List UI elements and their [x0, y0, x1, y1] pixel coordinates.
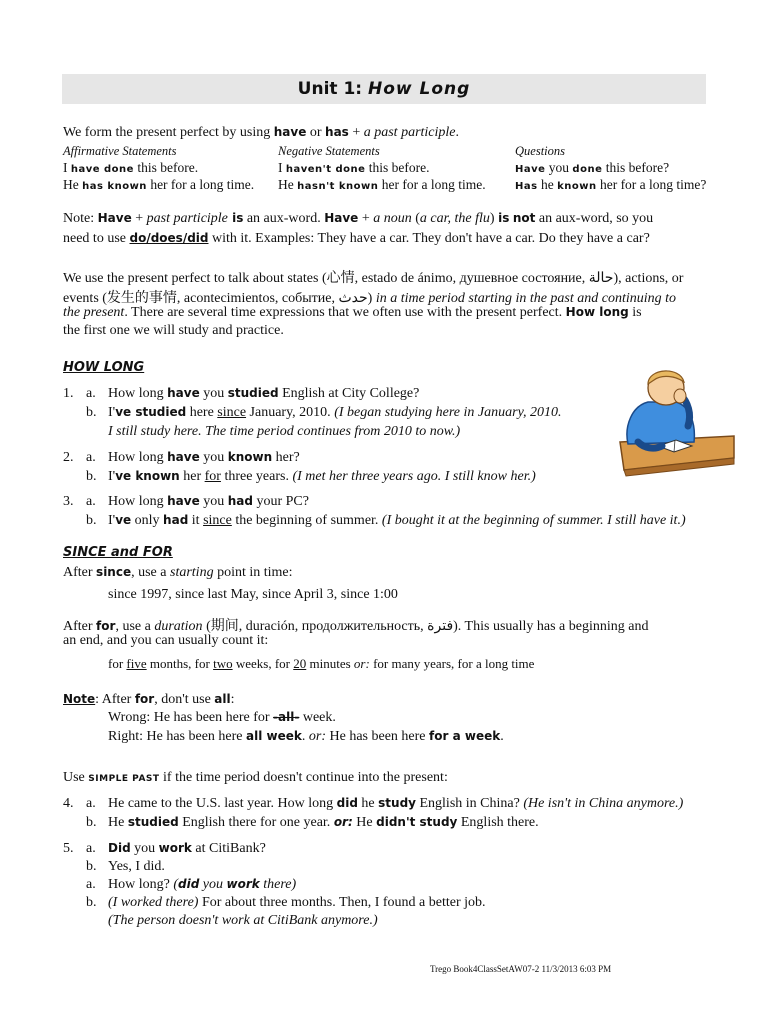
questions-header: [515, 144, 565, 159]
states-line3b: . There are several time expressions that we often use with the present perfect.: [124, 305, 566, 320]
intro-has: has: [325, 125, 349, 139]
q2-b-ve: ve known: [115, 469, 180, 483]
q5-number: 5.: [63, 841, 74, 856]
q5-d: [108, 895, 486, 911]
for-rule-duration: duration: [154, 619, 203, 634]
q2-a-letter: a.: [86, 450, 96, 465]
q5-a-work: work: [158, 841, 192, 855]
wrong-example: [108, 710, 336, 726]
simple-past-rule: [63, 770, 448, 786]
q4-a-i: (He isn't in China anymore.): [523, 796, 684, 811]
aff-r1-a: I: [63, 160, 71, 175]
hand-on-cheek: [674, 389, 686, 403]
note-all-3: :: [230, 692, 235, 707]
note-line2b: with it. Examples: They have a car. They don't have a car. Do they have a car?: [208, 231, 650, 246]
questions-row-2: [515, 177, 706, 193]
note-have2: Have: [324, 211, 359, 225]
q3-a-have: have: [167, 494, 200, 508]
note-label: Note:: [63, 211, 98, 226]
q-r2-d: her for a long time?: [596, 177, 707, 192]
q3-b-had: had: [163, 513, 189, 527]
for-ex-5: for many years, for a long time: [369, 656, 535, 671]
q4-b-or: or:: [333, 815, 353, 829]
q3-a1: How long: [108, 494, 168, 509]
q3-b: [108, 513, 686, 529]
q1-b-continued: [108, 424, 460, 440]
use-1: Use: [63, 770, 89, 785]
q1-a: [108, 386, 419, 402]
questions-row-1: [515, 160, 669, 176]
right-3: He has been here: [326, 729, 430, 744]
affirmative-header: [63, 144, 177, 159]
q2-a: [108, 450, 300, 466]
q2-a-have: have: [167, 450, 200, 464]
q3-b1: I': [108, 513, 116, 528]
q2-b-for: for: [204, 469, 221, 484]
q-r2-b: he: [537, 177, 558, 192]
neg-r1-c: this before.: [365, 160, 430, 175]
q-r1-b: you: [545, 160, 573, 175]
q3-b4: the beginning of summer.: [231, 513, 382, 528]
q2-b3: three years.: [220, 469, 293, 484]
wrong-all: -all-: [273, 710, 300, 724]
q1-a-letter: a.: [86, 386, 96, 401]
q5-c: [108, 877, 296, 893]
states-howlong: How long: [565, 305, 629, 319]
student-studying-illustration: [618, 366, 736, 482]
q1-a2: you: [199, 386, 228, 401]
for-examples: [108, 656, 534, 672]
for-rule-line-1: [63, 615, 648, 635]
for-rule-2: , use a: [115, 619, 155, 634]
note-close: ): [489, 211, 499, 226]
note-pp: past participle: [146, 211, 228, 226]
note-noun: a noun: [373, 211, 412, 226]
q5-d1: For about three months. Then, I found a better job.: [198, 895, 486, 910]
affirmative-header-text: Affirmative Statements: [63, 144, 177, 158]
q5-c-you: you: [199, 877, 227, 892]
neg-r2-c: her for a long time.: [378, 177, 486, 192]
wrong-1: Wrong: He has been here for: [108, 710, 274, 725]
note-line-2: [63, 231, 650, 247]
for-ex-2: months, for: [146, 656, 214, 671]
affirmative-row-2: [63, 177, 254, 193]
states-line-4: the first one we will study and practice.: [63, 323, 284, 338]
negative-row-1: [278, 160, 430, 176]
for-ex-or: or:: [353, 656, 370, 671]
negative-header-text: Negative Statements: [278, 144, 380, 158]
q5-a2: at CitiBank?: [191, 841, 266, 856]
note-is2: is: [498, 211, 510, 225]
note-dodoes: do/does/did: [129, 231, 209, 245]
note-all-all: all: [214, 692, 231, 706]
q3-a-had: had: [227, 494, 253, 508]
q2-b1: I': [108, 469, 116, 484]
note-plus2: +: [358, 211, 374, 226]
affirmative-row-1: [63, 160, 198, 176]
for-rule-3: (期间, duración, продолжительность, فترة). This usually has a beginning and: [202, 619, 649, 634]
note-all-line: [63, 692, 235, 708]
q4-a3: English in China?: [415, 796, 524, 811]
since-rule-3: point in time:: [213, 565, 293, 580]
title-topic: How Long: [368, 79, 471, 99]
q2-number: 2.: [63, 450, 74, 465]
simple-past: SIMPLE PAST: [88, 774, 160, 784]
note-not: not: [512, 211, 536, 225]
note-all-2: , don't use: [154, 692, 215, 707]
q3-b-letter: b.: [86, 513, 97, 528]
q3-b3: it: [188, 513, 204, 528]
q1-b: [108, 405, 562, 421]
q5-c-work: work: [226, 877, 260, 891]
note-examples: a car, the flu: [419, 211, 490, 226]
wrong-2: week.: [299, 710, 336, 725]
intro-text: We form the present perfect by using: [63, 125, 274, 140]
q5-c-did: did: [178, 877, 200, 891]
states-line-1: We use the present perfect to talk about states (心情, estado de ánimo, душевное состояние, حالة), actions, or: [63, 271, 684, 286]
q5-d-i2: (The person doesn't work at CitiBank anymore.): [108, 913, 378, 928]
q1-b-ve: ve studied: [115, 405, 187, 419]
neg-r2-b: hasn't known: [297, 181, 379, 192]
q4-b1: He: [108, 815, 128, 830]
q3-b-since: since: [203, 513, 232, 528]
note-line-1: [63, 211, 653, 227]
right-4: .: [500, 729, 504, 744]
note-plus1: +: [131, 211, 147, 226]
right-allweek: all week: [246, 729, 302, 743]
q2-a3: her?: [272, 450, 300, 465]
note-all-for: for: [134, 692, 155, 706]
states-line-3: [63, 305, 642, 321]
q5-c-open: (: [173, 877, 178, 892]
q3-b2: only: [131, 513, 164, 528]
since-rule-starting: starting: [170, 565, 214, 580]
q2-a2: you: [199, 450, 228, 465]
for-ex-two: two: [213, 656, 233, 671]
q3-b-ve: ve: [115, 513, 132, 527]
q4-b3: He: [352, 815, 377, 830]
q5-a-letter: a.: [86, 841, 96, 856]
q3-number: 3.: [63, 494, 74, 509]
right-1: Right: He has been here: [108, 729, 247, 744]
q3-a2: you: [199, 494, 228, 509]
intro-line: [63, 125, 459, 141]
shirt: [627, 402, 694, 444]
q5-d-continued: [108, 913, 378, 929]
q4-a1: He came to the U.S. last year. How long: [108, 796, 337, 811]
q1-a1: How long: [108, 386, 168, 401]
q4-a-did: did: [336, 796, 358, 810]
q-r1-d: this before?: [602, 160, 670, 175]
for-rule-for: for: [96, 619, 116, 633]
q1-b2: here: [186, 405, 218, 420]
q2-a1: How long: [108, 450, 168, 465]
q2-a-known: known: [227, 450, 273, 464]
since-rule-1: After: [63, 565, 97, 580]
q1-b-since: since: [217, 405, 247, 420]
aff-r2-c: her for a long time.: [146, 177, 255, 192]
neg-r1-a: I: [278, 160, 286, 175]
q4-b4: English there.: [457, 815, 539, 830]
q5-a-did: Did: [108, 841, 131, 855]
states-line3c: is: [628, 305, 642, 320]
q5-b: Yes, I did.: [108, 859, 165, 874]
q5-c-there: there): [259, 877, 297, 892]
states-line-2: [63, 287, 676, 307]
use-2: if the time period doesn't continue into the present:: [159, 770, 448, 785]
aff-r2-b: has known: [82, 181, 147, 192]
for-ex-1: for: [108, 656, 127, 671]
q5-d-i: (I worked there): [108, 895, 199, 910]
aff-r1-c: this before.: [133, 160, 199, 175]
q3-a: [108, 494, 309, 510]
q1-b1: I': [108, 405, 116, 420]
q4-b-didnt: didn't study: [376, 815, 458, 829]
intro-plus: +: [348, 125, 364, 140]
neg-r2-a: He: [278, 177, 298, 192]
negative-row-2: [278, 177, 486, 193]
for-ex-five: five: [126, 656, 147, 671]
q1-b-i: (I began studying here in January, 2010.: [334, 405, 562, 420]
right-or: or:: [308, 729, 326, 744]
note-aux1: an aux-word.: [243, 211, 325, 226]
questions-header-text: Questions: [515, 144, 565, 158]
intro-past-participle: a past participle: [363, 125, 456, 140]
q4-a: [108, 796, 683, 812]
q5-d-letter: b.: [86, 895, 97, 910]
for-ex-3: weeks, for: [232, 656, 294, 671]
q4-a-study: study: [378, 796, 416, 810]
intro-end: .: [455, 125, 460, 140]
since-rule-2: , use a: [131, 565, 170, 580]
intro-have: have: [273, 125, 307, 139]
states-line3a: the present: [63, 305, 125, 320]
q5-b-letter: b.: [86, 859, 97, 874]
q4-b2: English there for one year.: [178, 815, 334, 830]
q1-a3: English at City College?: [278, 386, 420, 401]
q1-a-studied: studied: [227, 386, 279, 400]
for-ex-4: minutes: [306, 656, 354, 671]
since-rule: [63, 565, 293, 581]
q2-b: [108, 469, 536, 485]
q1-number: 1.: [63, 386, 74, 401]
q5-c1: How long?: [108, 877, 174, 892]
note-all-1: : After: [95, 692, 135, 707]
q5-a: [108, 841, 266, 857]
for-ex-twenty: 20: [293, 656, 307, 671]
q1-b3: January, 2010.: [246, 405, 335, 420]
note-is: is: [227, 211, 244, 225]
section-since-for-heading: SINCE and FOR: [63, 545, 173, 560]
q3-b-i: (I bought it at the beginning of summer. I still have it.): [381, 513, 686, 528]
note-open: (: [411, 211, 420, 226]
q-r1-c: done: [572, 164, 603, 175]
q1-b-letter: b.: [86, 405, 97, 420]
for-rule-1: After: [63, 619, 97, 634]
right-2: .: [301, 729, 309, 744]
title-unit: Unit 1:: [297, 79, 363, 99]
q3-a3: your PC?: [252, 494, 309, 509]
q1-a-have: have: [167, 386, 200, 400]
q4-number: 4.: [63, 796, 74, 811]
q-r2-a: Has: [515, 181, 538, 192]
q5-a1: you: [130, 841, 159, 856]
since-rule-since: since: [96, 565, 132, 579]
note-have1: Have: [97, 211, 132, 225]
right-forweek: for a week: [429, 729, 501, 743]
q4-b: [108, 815, 539, 831]
footer: Trego Book4ClassSetAW07-2 11/3/2013 6:03 PM: [430, 964, 612, 974]
note-all-label: Note: [63, 692, 96, 706]
q4-a2: he: [357, 796, 379, 811]
intro-or: or: [306, 125, 326, 140]
note-rest1: an aux-word, so you: [535, 211, 654, 226]
negative-header: [278, 144, 380, 159]
section-how-long-heading: HOW LONG: [63, 360, 145, 375]
neg-r1-b: haven't done: [285, 164, 366, 175]
aff-r1-b: have done: [70, 164, 134, 175]
states-line2b: in a time period starting in the past and continuing to: [375, 291, 677, 306]
q1-b-i2: I still study here. The time period continues from 2010 to now.): [108, 424, 461, 439]
q-r2-c: known: [557, 181, 597, 192]
q4-b-studied: studied: [127, 815, 179, 829]
q2-b2: her: [179, 469, 205, 484]
q4-b-letter: b.: [86, 815, 97, 830]
q2-b-i: (I met her three years ago. I still know her.): [292, 469, 536, 484]
q3-a-letter: a.: [86, 494, 96, 509]
q5-c-letter: a.: [86, 877, 96, 892]
q2-b-letter: b.: [86, 469, 97, 484]
states-line2a: events (发生的事情, acontecimientos, событие, حدث): [63, 291, 376, 306]
for-rule-line-2: an end, and you can usually count it:: [63, 633, 269, 648]
note-line2a: need to use: [63, 231, 130, 246]
q4-a-letter: a.: [86, 796, 96, 811]
right-example: [108, 729, 504, 745]
page-title: [62, 74, 706, 104]
since-examples: since 1997, since last May, since April 3, since 1:00: [108, 587, 398, 602]
q-r1-a: Have: [515, 164, 546, 175]
aff-r2-a: He: [63, 177, 83, 192]
